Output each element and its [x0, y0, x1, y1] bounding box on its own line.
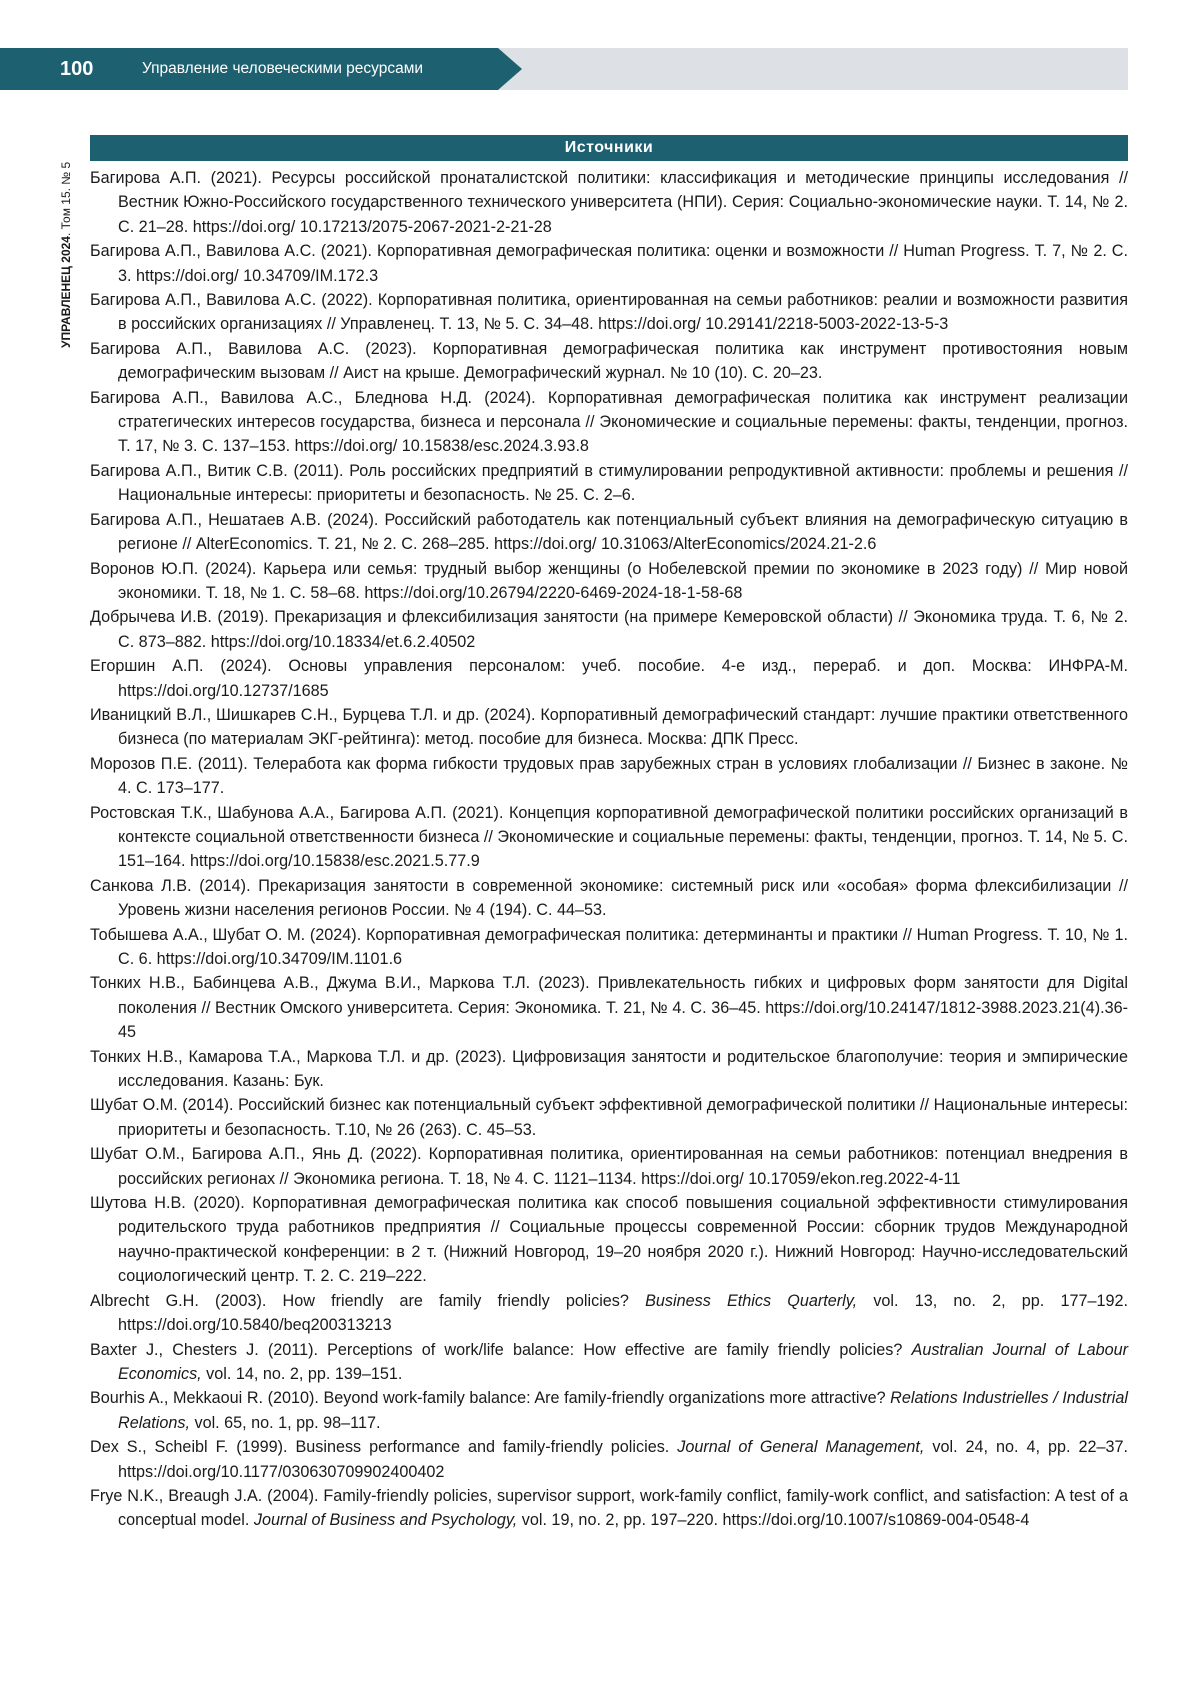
- reference-item-en: Dex S., Scheibl F. (1999). Business performance and family-friendly policies. Journal of General Management, vol. 24, no. 4, pp. 22–37. https://doi.org/10.1177/030630709902400402: [90, 1435, 1128, 1484]
- reference-item: Тобышева А.А., Шубат О. М. (2024). Корпоративная демографическая политика: детерминанты и практики // Human Progress. Т. 10, № 1. С. 6. https://doi.org/10.34709/IM.1101.6: [90, 923, 1128, 972]
- journal-title: Business Ethics Quarterly,: [645, 1292, 857, 1310]
- page-number: 100: [60, 48, 93, 90]
- reference-item: Багирова А.П., Вавилова А.С. (2021). Корпоративная демографическая политика: оценки и возможности // Human Progress. Т. 7, № 2. С. 3. https://doi.org/ 10.34709/IM.172.3: [90, 239, 1128, 288]
- reference-item: Багирова А.П., Вавилова А.С. (2022). Корпоративная политика, ориентированная на семьи работников: реалии и возможности развития в российских организациях // Управленец. Т. 13, № 5. С. 34–48. https://doi.org/ 10.29141/2218-5003-2022-13-5-3: [90, 288, 1128, 337]
- reference-item-en: Albrecht G.H. (2003). How friendly are family friendly policies? Business Ethics Quarterly, vol. 13, no. 2, pp. 177–192. https://doi.org/10.5840/beq200313213: [90, 1289, 1128, 1338]
- reference-item: Багирова А.П., Витик С.В. (2011). Роль российских предприятий в стимулировании репродуктивной активности: проблемы и решения // Национальные интересы: приоритеты и безопасность. № 25. С. 2–6.: [90, 459, 1128, 508]
- reference-item: Шубат О.М., Багирова А.П., Янь Д. (2022). Корпоративная политика, ориентированная на семьи работников: потенциал внедрения в российских регионах // Экономика региона. Т. 18, № 4. С. 1121–1134. https://doi.org/ 10.17059/ekon.reg.2022-4-11: [90, 1142, 1128, 1191]
- journal-title: Australian Journal of Labour Economics,: [118, 1341, 1128, 1383]
- section-title: Управление человеческими ресурсами: [142, 48, 423, 90]
- journal-title: Journal of Business and Psychology,: [254, 1511, 517, 1529]
- reference-item: Багирова А.П., Вавилова А.С., Бледнова Н.Д. (2024). Корпоративная демографическая политика как инструмент реализации стратегических интересов государства, бизнеса и персонала // Экономические и социальные перемены: факты, тенденции, прогноз. Т. 17, № 3. С. 137–153. https://doi.org/ 10.15838/esc.2024.3.93.8: [90, 386, 1128, 459]
- reference-item: Шубат О.М. (2014). Российский бизнес как потенциальный субъект эффективной демографической политики // Национальные интересы: приоритеты и безопасность. Т.10, № 26 (263). С. 45–53.: [90, 1093, 1128, 1142]
- reference-item: Багирова А.П. (2021). Ресурсы российской пронаталистской политики: классификация и методические принципы исследования // Вестник Южно-Российского государственного технического университета (НПИ). Серия: Социально-экономические науки. Т. 14, № 2. С. 21–28. https://doi.org/ 10.17213/2075-2067-2021-2-21-28: [90, 166, 1128, 239]
- reference-item: Тонких Н.В., Бабинцева А.В., Джума В.И., Маркова Т.Л. (2023). Привлекательность гибких и цифровых форм занятости для Digital поколения // Вестник Омского университета. Серия: Экономика. Т. 21, № 4. С. 36–45. https://doi.org/10.24147/1812-3988.2023.21(4).36-45: [90, 971, 1128, 1044]
- reference-item: Иваницкий В.Л., Шишкарев С.Н., Бурцева Т.Л. и др. (2024). Корпоративный демографический стандарт: лучшие практики ответственного бизнеса (по материалам ЭКГ-рейтинга): метод. пособие для бизнеса. Москва: ДПК Пресс.: [90, 703, 1128, 752]
- reference-item: Воронов Ю.П. (2024). Карьера или семья: трудный выбор женщины (о Нобелевской премии по экономике в 2023 году) // Мир новой экономики. Т. 18, № 1. С. 58–68. https://doi.org/10.26794/2220-6469-2024-18-1-58-68: [90, 557, 1128, 606]
- reference-item: Шутова Н.В. (2020). Корпоративная демографическая политика как способ повышения социальной эффективности стимулирования родительского труда работников предприятия // Социальные процессы современной России: сборник трудов Международной научно-практической конференции: в 2 т. (Нижний Новгород, 19–20 ноября 2020 г.). Нижний Новгород: Научно-исследовательский социологический центр. Т. 2. С. 219–222.: [90, 1191, 1128, 1289]
- side-journal-name: УПРАВЛЕНЕЦ 2024: [59, 236, 73, 348]
- side-issue: . Том 15. № 5: [59, 162, 73, 236]
- reference-list: [90, 166, 1128, 1533]
- journal-title: Relations Industrielles / Industrial Relations,: [118, 1389, 1128, 1431]
- reference-item-en: Baxter J., Chesters J. (2011). Perceptions of work/life balance: How effective are family friendly policies? Australian Journal of Labour Economics, vol. 14, no. 2, pp. 139–151.: [90, 1338, 1128, 1387]
- reference-item: Егоршин А.П. (2024). Основы управления персоналом: учеб. пособие. 4-е изд., перераб. и доп. Москва: ИНФРА-М. https://doi.org/10.12737/1685: [90, 654, 1128, 703]
- side-journal-label: [58, 128, 80, 348]
- sources-heading: Источники: [90, 135, 1128, 161]
- reference-item: Тонких Н.В., Камарова Т.А., Маркова Т.Л. и др. (2023). Цифровизация занятости и родительское благополучие: теория и эмпирические исследования. Казань: Бук.: [90, 1045, 1128, 1094]
- reference-item: Морозов П.Е. (2011). Телеработа как форма гибкости трудовых прав зарубежных стран в условиях глобализации // Бизнес в законе. № 4. С. 173–177.: [90, 752, 1128, 801]
- journal-title: Journal of General Management,: [677, 1438, 924, 1456]
- reference-item: Багирова А.П., Нешатаев А.В. (2024). Российский работодатель как потенциальный субъект влияния на демографическую ситуацию в регионе // AlterEconomics. Т. 21, № 2. С. 268–285. https://doi.org/ 10.31063/AlterEconomics/2024.21-2.6: [90, 508, 1128, 557]
- reference-item-en: Bourhis A., Mekkaoui R. (2010). Beyond work-family balance: Are family-friendly organizations more attractive? Relations Industrielles / Industrial Relations, vol. 65, no. 1, pp. 98–117.: [90, 1386, 1128, 1435]
- reference-item: Добрычева И.В. (2019). Прекаризация и флексибилизация занятости (на примере Кемеровской области) // Экономика труда. Т. 6, № 2. С. 873–882. https://doi.org/10.18334/et.6.2.40502: [90, 605, 1128, 654]
- reference-item: Санкова Л.В. (2014). Прекаризация занятости в современной экономике: системный риск или «особая» форма флексибилизации // Уровень жизни населения регионов России. № 4 (194). С. 44–53.: [90, 874, 1128, 923]
- reference-item-en: Frye N.K., Breaugh J.A. (2004). Family-friendly policies, supervisor support, work-family conflict, family-work conflict, and satisfaction: A test of a conceptual model. Journal of Business and Psychology, vol. 19, no. 2, pp. 197–220. https://doi.org/10.1007/s10869-004-0548-4: [90, 1484, 1128, 1533]
- reference-item: Багирова А.П., Вавилова А.С. (2023). Корпоративная демографическая политика как инструмент противостояния новым демографическим вызовам // Аист на крыше. Демографический журнал. № 10 (10). С. 20–23.: [90, 337, 1128, 386]
- running-header: [0, 48, 522, 90]
- reference-item: Ростовская Т.К., Шабунова А.А., Багирова А.П. (2021). Концепция корпоративной демографической политики российских организаций в контексте социальной ответственности бизнеса // Экономические и социальные перемены: факты, тенденции, прогноз. Т. 14, № 5. С. 151–164. https://doi.org/10.15838/esc.2021.5.77.9: [90, 801, 1128, 874]
